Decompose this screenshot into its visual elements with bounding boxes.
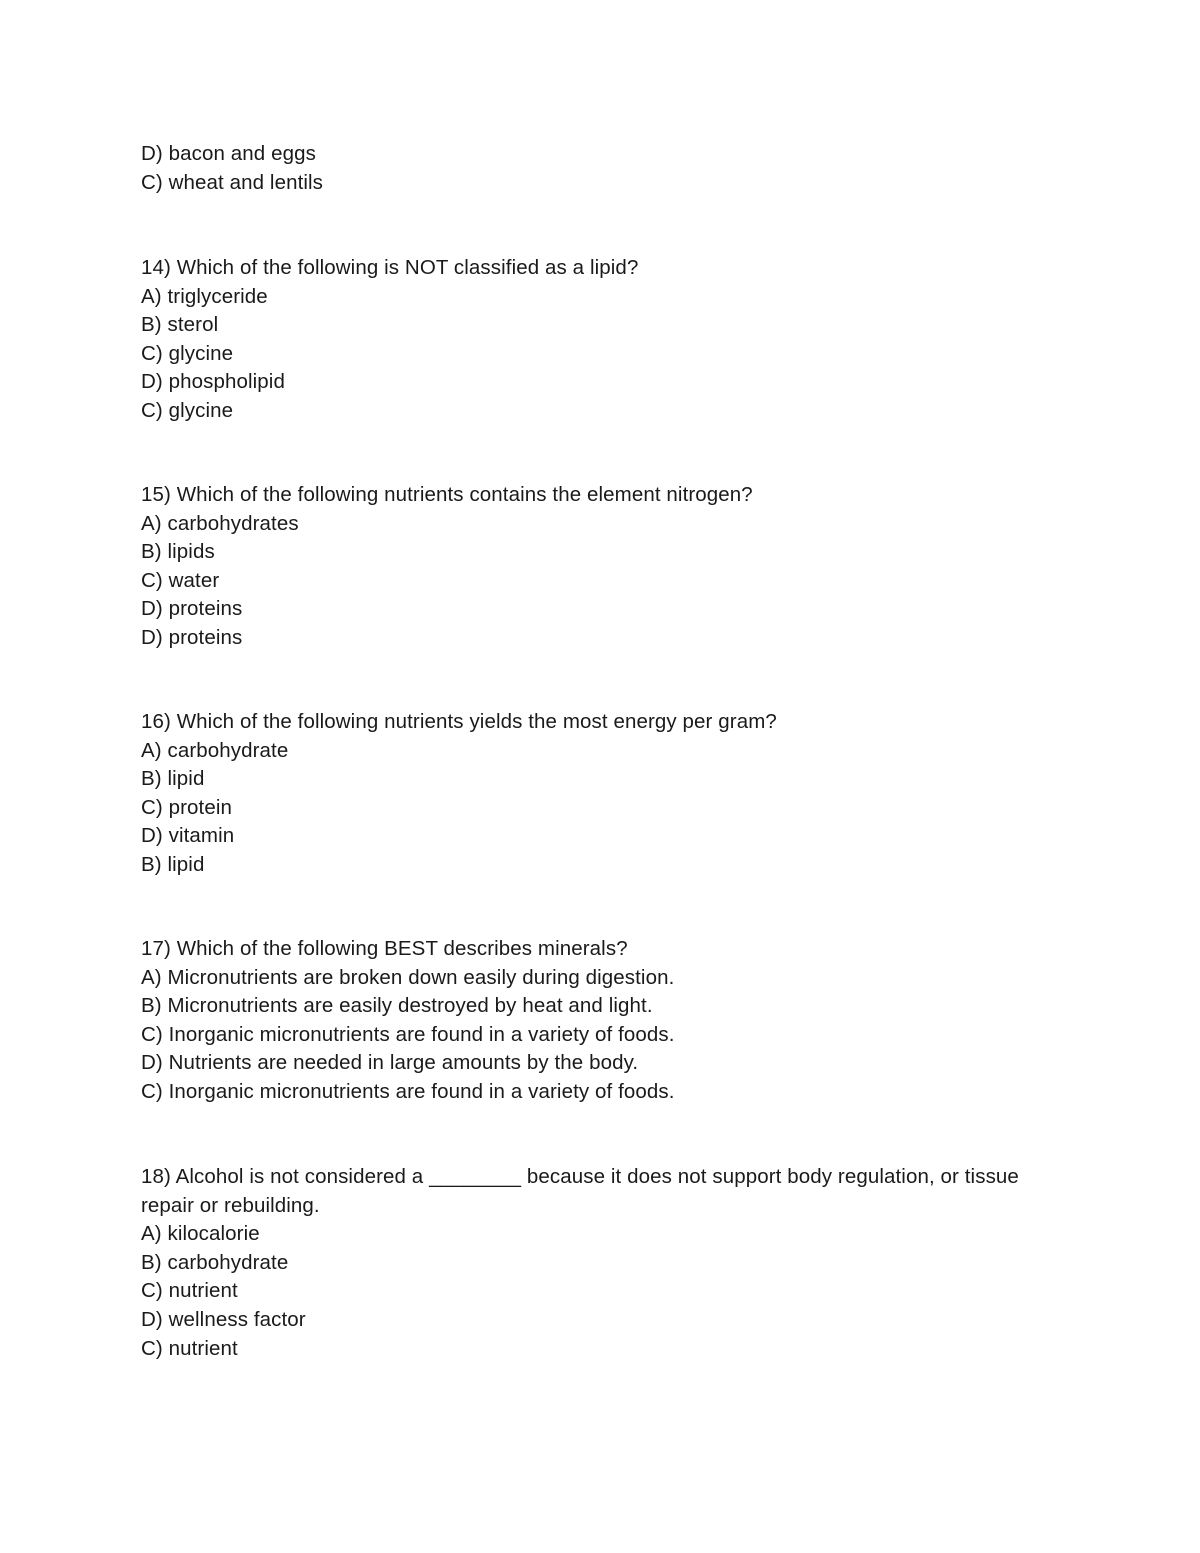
question-text: 17) Which of the following BEST describes minerals?: [141, 937, 628, 960]
option-d: D) Nutrients are needed in large amounts by the body.: [141, 1051, 639, 1075]
question-text: 18) Alcohol is not considered a ________ because it does not support body regulation, or tissue repair or rebuilding.: [141, 1165, 1019, 1217]
option-d: D) wellness factor: [141, 1307, 306, 1331]
option-a: A) carbohydrate: [141, 738, 289, 762]
answer-line: C) nutrient: [141, 1336, 238, 1360]
option-c: C) glycine: [141, 341, 234, 365]
answer-line: C) wheat and lentils: [141, 170, 324, 194]
answer-line: B) lipid: [141, 852, 205, 876]
option-a: A) triglyceride: [141, 284, 268, 308]
option-a: A) kilocalorie: [141, 1222, 260, 1246]
option-b: B) carbohydrate: [141, 1250, 289, 1274]
answer-line: C) glycine: [141, 398, 234, 422]
question-text: 14) Which of the following is NOT classified as a lipid?: [141, 256, 639, 279]
option-d: D) phospholipid: [141, 370, 285, 394]
question-text: 15) Which of the following nutrients contains the element nitrogen?: [141, 483, 753, 506]
option-c: C) nutrient: [141, 1279, 238, 1303]
option-a: A) Micronutrients are broken down easily during digestion.: [141, 965, 675, 989]
question-text: 16) Which of the following nutrients yields the most energy per gram?: [141, 710, 777, 733]
option-d: D) vitamin: [141, 824, 235, 848]
option-line: D) bacon and eggs: [141, 142, 316, 165]
option-d: D) proteins: [141, 597, 243, 621]
option-b: B) lipid: [141, 767, 205, 791]
answer-line: C) Inorganic micronutrients are found in a variety of foods.: [141, 1079, 675, 1103]
option-b: B) Micronutrients are easily destroyed by heat and light.: [141, 994, 653, 1018]
answer-line: D) proteins: [141, 625, 243, 649]
option-c: C) water: [141, 568, 220, 592]
option-b: B) lipids: [141, 540, 215, 564]
question-16: [141, 708, 1071, 880]
option-c: C) Inorganic micronutrients are found in a variety of foods.: [141, 1022, 675, 1046]
carryover-answers: [141, 140, 1071, 197]
question-18: [141, 1163, 1071, 1363]
option-a: A) carbohydrates: [141, 511, 299, 535]
question-14: [141, 254, 1071, 426]
option-c: C) protein: [141, 795, 233, 819]
question-15: [141, 481, 1071, 653]
option-b: B) sterol: [141, 313, 219, 337]
question-17: [141, 935, 1071, 1107]
